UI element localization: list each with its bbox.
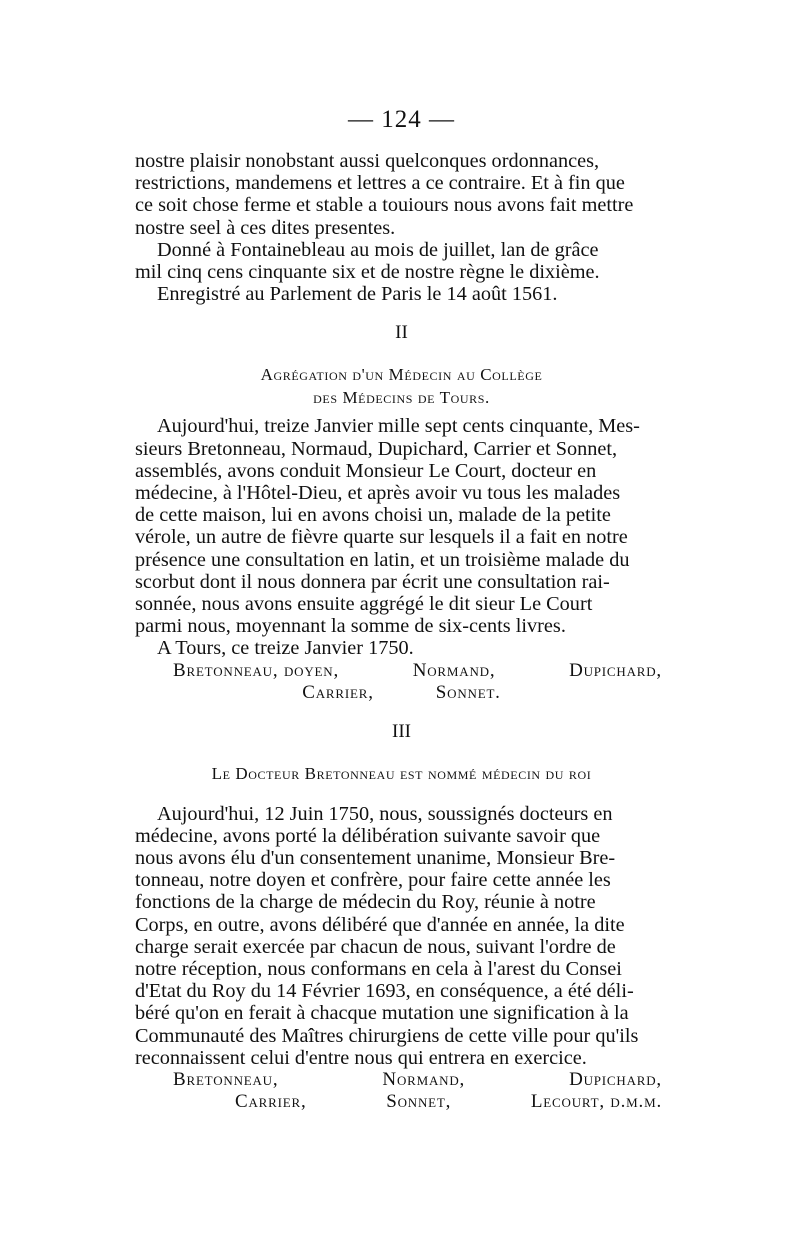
text-line: mil cinq cens cinquante six et de nostre règne le dixième. — [135, 261, 600, 284]
text-line: charge serait exercée par chacun de nous, suivant l'ordre de — [135, 935, 616, 958]
signatures-row-1 — [135, 660, 668, 682]
signatures-row-2 — [135, 682, 668, 704]
section-2-title-line-1: Agrégation d'un Médecin au Collège — [260, 365, 543, 385]
signature: Bretonneau, — [173, 1069, 279, 1091]
given-at-paragraph — [135, 239, 668, 261]
text-line: tonneau, notre doyen et confrère, pour faire cette année les — [135, 869, 611, 892]
signature: Carrier, — [235, 1091, 307, 1113]
registration-line: Enregistré au Parlement de Paris le 14 août 1561. — [157, 283, 558, 306]
section-3 — [135, 720, 668, 1113]
signature: Lecourt, d.m.m. — [530, 1091, 662, 1113]
section-2 — [135, 321, 668, 703]
signature: Dupichard, — [569, 659, 662, 681]
section-2-number: II — [395, 322, 408, 344]
text-line: ce soit chose ferme et stable a touiours nous avons fait mettre — [135, 194, 634, 217]
given-at-paragraph-cont — [135, 261, 668, 283]
signature: Bretonneau, doyen, — [173, 659, 340, 681]
text-line: vérole, un autre de fièvre quarte sur lesquels il a fait en notre — [135, 526, 628, 549]
section-3-title: Le Docteur Bretonneau est nommé médecin du roi — [211, 763, 592, 783]
section-2-title — [135, 363, 668, 409]
signature: Sonnet, — [386, 1091, 452, 1113]
document-page — [135, 100, 668, 1113]
text-line: d'Etat du Roy du 14 Février 1693, en conséquence, a été déli- — [135, 980, 634, 1003]
text-line: sieurs Bretonneau, Normaud, Dupichard, Carrier et Sonnet, — [135, 437, 618, 460]
signature: Normand, — [412, 659, 496, 681]
text-line: Corps, en outre, avons délibéré que d'année en année, la dite — [135, 913, 625, 936]
text-line: assemblés, avons conduit Monsieur Le Court, docteur en — [135, 459, 597, 482]
text-line: médecine, à l'Hôtel-Dieu, et après avoir vu tous les malades — [135, 482, 621, 505]
text-line: sonnée, nous avons ensuite aggrégé le dit sieur Le Court — [135, 593, 593, 616]
signatures-row-1 — [135, 1069, 668, 1091]
section-1 — [135, 150, 668, 305]
section-3-body — [135, 803, 668, 1069]
text-line: béré qu'on en ferait à chacque mutation une signification à la — [135, 1002, 629, 1025]
text-line: scorbut dont il nous donnera par écrit une consultation rai- — [135, 570, 610, 593]
text-line: nous avons élu d'un consentement unanime, Monsieur Bre- — [135, 847, 616, 870]
text-line: Donné à Fontainebleau au mois de juillet, lan de grâce — [157, 238, 599, 261]
signature: Dupichard, — [569, 1069, 662, 1091]
section-1-paragraph — [135, 150, 668, 239]
date-line: A Tours, ce treize Janvier 1750. — [157, 637, 414, 660]
page-number: — 124 — — [348, 106, 455, 133]
text-line: de cette maison, lui en avons choisi un, malade de la petite — [135, 504, 611, 527]
text-line: restrictions, mandemens et lettres a ce contraire. Et à fin que — [135, 172, 625, 195]
signature: Normand, — [382, 1069, 466, 1091]
text-line: Communauté des Maîtres chirurgiens de cette ville pour qu'ils — [135, 1024, 639, 1047]
text-line: nostre plaisir nonobstant aussi quelconques ordonnances, — [135, 150, 600, 172]
text-line: Aujourd'hui, 12 Juin 1750, nous, soussignés docteurs en — [157, 802, 613, 825]
signature: Carrier, — [302, 681, 374, 703]
text-line: Aujourd'hui, treize Janvier mille sept cents cinquante, Mes- — [157, 415, 640, 438]
signature: Sonnet. — [435, 681, 501, 703]
text-line: parmi nous, moyennant la somme de six-cents livres. — [135, 615, 566, 638]
text-line: nostre seel à ces dites presentes. — [135, 216, 396, 239]
section-3-number: III — [392, 720, 411, 742]
text-line: notre réception, nous conformans en cela à l'arest du Consei — [135, 958, 622, 981]
text-line: médecine, avons porté la délibération suivante savoir que — [135, 824, 601, 847]
text-line: présence une consultation en latin, et un troisième malade du — [135, 548, 630, 571]
text-line: fonctions de la charge de médecin du Roy, réunie à notre — [135, 891, 596, 914]
signatures-row-2 — [135, 1091, 668, 1113]
text-line: reconnaissent celui d'entre nous qui entrera en exercice. — [135, 1046, 587, 1069]
section-2-body — [135, 415, 668, 637]
section-2-title-line-2: des Médecins de Tours. — [313, 388, 490, 408]
